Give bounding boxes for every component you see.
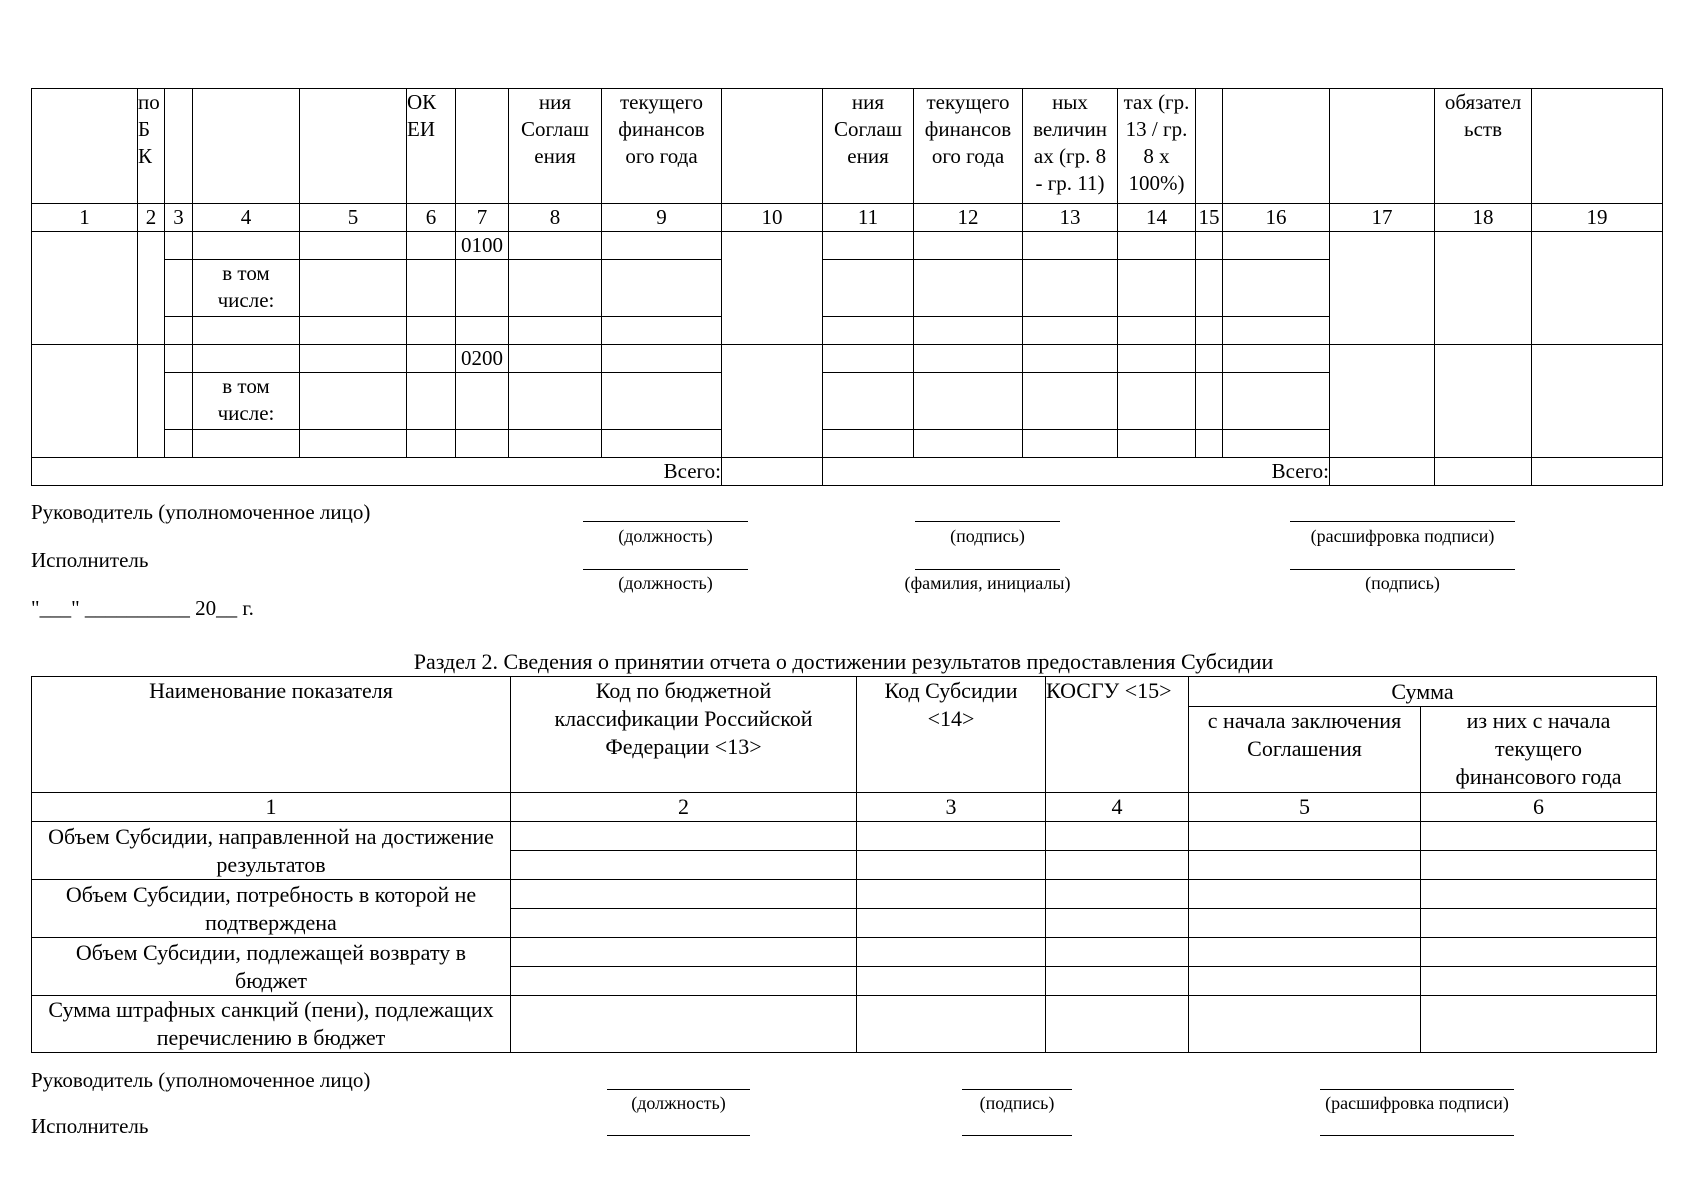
colnum: 1	[32, 204, 138, 232]
total-label: Всего:	[823, 458, 1330, 486]
header-c2: по Б К	[138, 89, 165, 204]
position-caption: (должность)	[618, 526, 713, 546]
signature-line	[915, 521, 1060, 522]
report-table-section2	[31, 676, 1657, 1053]
colnum: 8	[509, 204, 602, 232]
row-label: Объем Субсидии, потребность в которой не подтверждена	[32, 880, 511, 938]
column-numbers-row	[32, 204, 1663, 232]
header-c14: тах (гр. 13 / гр. 8 x 100%)	[1118, 89, 1196, 204]
incl-label: в том числе:	[193, 373, 300, 430]
header-kbk: Код по бюджетной классификации Российской Федерации <13>	[511, 677, 857, 793]
row-label: Объем Субсидии, подлежащей возврату в бюджет	[32, 938, 511, 996]
signature-line	[1320, 1135, 1514, 1136]
executor-label: Исполнитель	[31, 1114, 149, 1138]
header-since-agreement: с начала заключения Соглашения	[1189, 707, 1421, 793]
colnum: 2	[511, 793, 857, 822]
row-code: 0100	[456, 232, 509, 260]
colnum: 5	[300, 204, 407, 232]
header-c12: текущего финансов ого года	[914, 89, 1023, 204]
colnum: 3	[857, 793, 1046, 822]
header-c13: ных величин ах (гр. 8 - гр. 11)	[1023, 89, 1118, 204]
colnum: 4	[193, 204, 300, 232]
colnum: 13	[1023, 204, 1118, 232]
name-caption: (фамилия, инициалы)	[904, 573, 1071, 593]
report-table-section1	[31, 88, 1663, 486]
signature-line	[962, 1135, 1072, 1136]
colnum: 15	[1196, 204, 1223, 232]
decoding-caption: (расшифровка подписи)	[1325, 1093, 1509, 1113]
header-indicator: Наименование показателя	[32, 677, 511, 793]
colnum: 17	[1330, 204, 1435, 232]
position-caption: (должность)	[618, 573, 713, 593]
signature-caption: (подпись)	[1365, 573, 1440, 593]
table-row	[32, 996, 1657, 1053]
colnum: 5	[1189, 793, 1421, 822]
date-line: "___" __________ 20__ г.	[31, 596, 254, 620]
header-row	[32, 89, 1663, 204]
table-row	[32, 822, 1657, 851]
signature-line	[583, 569, 748, 570]
colnum: 19	[1532, 204, 1663, 232]
header-subsidy-code: Код Субсидии <14>	[857, 677, 1046, 793]
table-row	[32, 938, 1657, 967]
table-row	[32, 880, 1657, 909]
colnum: 12	[914, 204, 1023, 232]
colnum: 6	[407, 204, 456, 232]
header-sum: Сумма	[1189, 677, 1657, 707]
signature-line	[1290, 569, 1515, 570]
signature-line	[1320, 1089, 1514, 1090]
colnum: 3	[165, 204, 193, 232]
total-row	[32, 458, 1663, 486]
colnum: 18	[1435, 204, 1532, 232]
header-since-year: из них с начала текущего финансового года	[1421, 707, 1657, 793]
header-c11: ния Соглаш ения	[823, 89, 914, 204]
colnum: 7	[456, 204, 509, 232]
column-numbers-row	[32, 793, 1657, 822]
executor-label: Исполнитель	[31, 548, 149, 572]
colnum: 16	[1223, 204, 1330, 232]
table-row	[32, 232, 1663, 260]
colnum: 6	[1421, 793, 1657, 822]
incl-label: в том числе:	[193, 260, 300, 317]
colnum: 1	[32, 793, 511, 822]
table-row	[32, 345, 1663, 373]
header-c9: текущего финансов ого года	[602, 89, 722, 204]
colnum: 11	[823, 204, 914, 232]
head-label: Руководитель (уполномоченное лицо)	[31, 1068, 371, 1092]
signature-line	[962, 1089, 1072, 1090]
header-c6: ОК ЕИ	[407, 89, 456, 204]
row-label: Объем Субсидии, направленной на достижение результатов	[32, 822, 511, 880]
section-title: Раздел 2. Сведения о принятии отчета о достижении результатов предоставления Субсидии	[413, 649, 1274, 674]
head-label: Руководитель (уполномоченное лицо)	[31, 500, 371, 524]
signature-line	[607, 1089, 750, 1090]
row-code: 0200	[456, 345, 509, 373]
header-c8: ния Соглаш ения	[509, 89, 602, 204]
colnum: 2	[138, 204, 165, 232]
decoding-caption: (расшифровка подписи)	[1310, 526, 1495, 546]
signature-caption: (подпись)	[979, 1093, 1055, 1113]
header-kosgu: КОСГУ <15>	[1046, 677, 1189, 793]
colnum: 4	[1046, 793, 1189, 822]
signature-line	[607, 1135, 750, 1136]
total-label: Всего:	[32, 458, 722, 486]
signature-line	[915, 569, 1060, 570]
colnum: 10	[722, 204, 823, 232]
signature-caption: (подпись)	[950, 526, 1025, 546]
signature-line	[1290, 521, 1515, 522]
colnum: 9	[602, 204, 722, 232]
signature-line	[583, 521, 748, 522]
header-c18: обязател ьств	[1435, 89, 1532, 204]
row-label: Сумма штрафных санкций (пени), подлежащих перечислению в бюджет	[32, 996, 511, 1053]
position-caption: (должность)	[631, 1093, 726, 1113]
colnum: 14	[1118, 204, 1196, 232]
